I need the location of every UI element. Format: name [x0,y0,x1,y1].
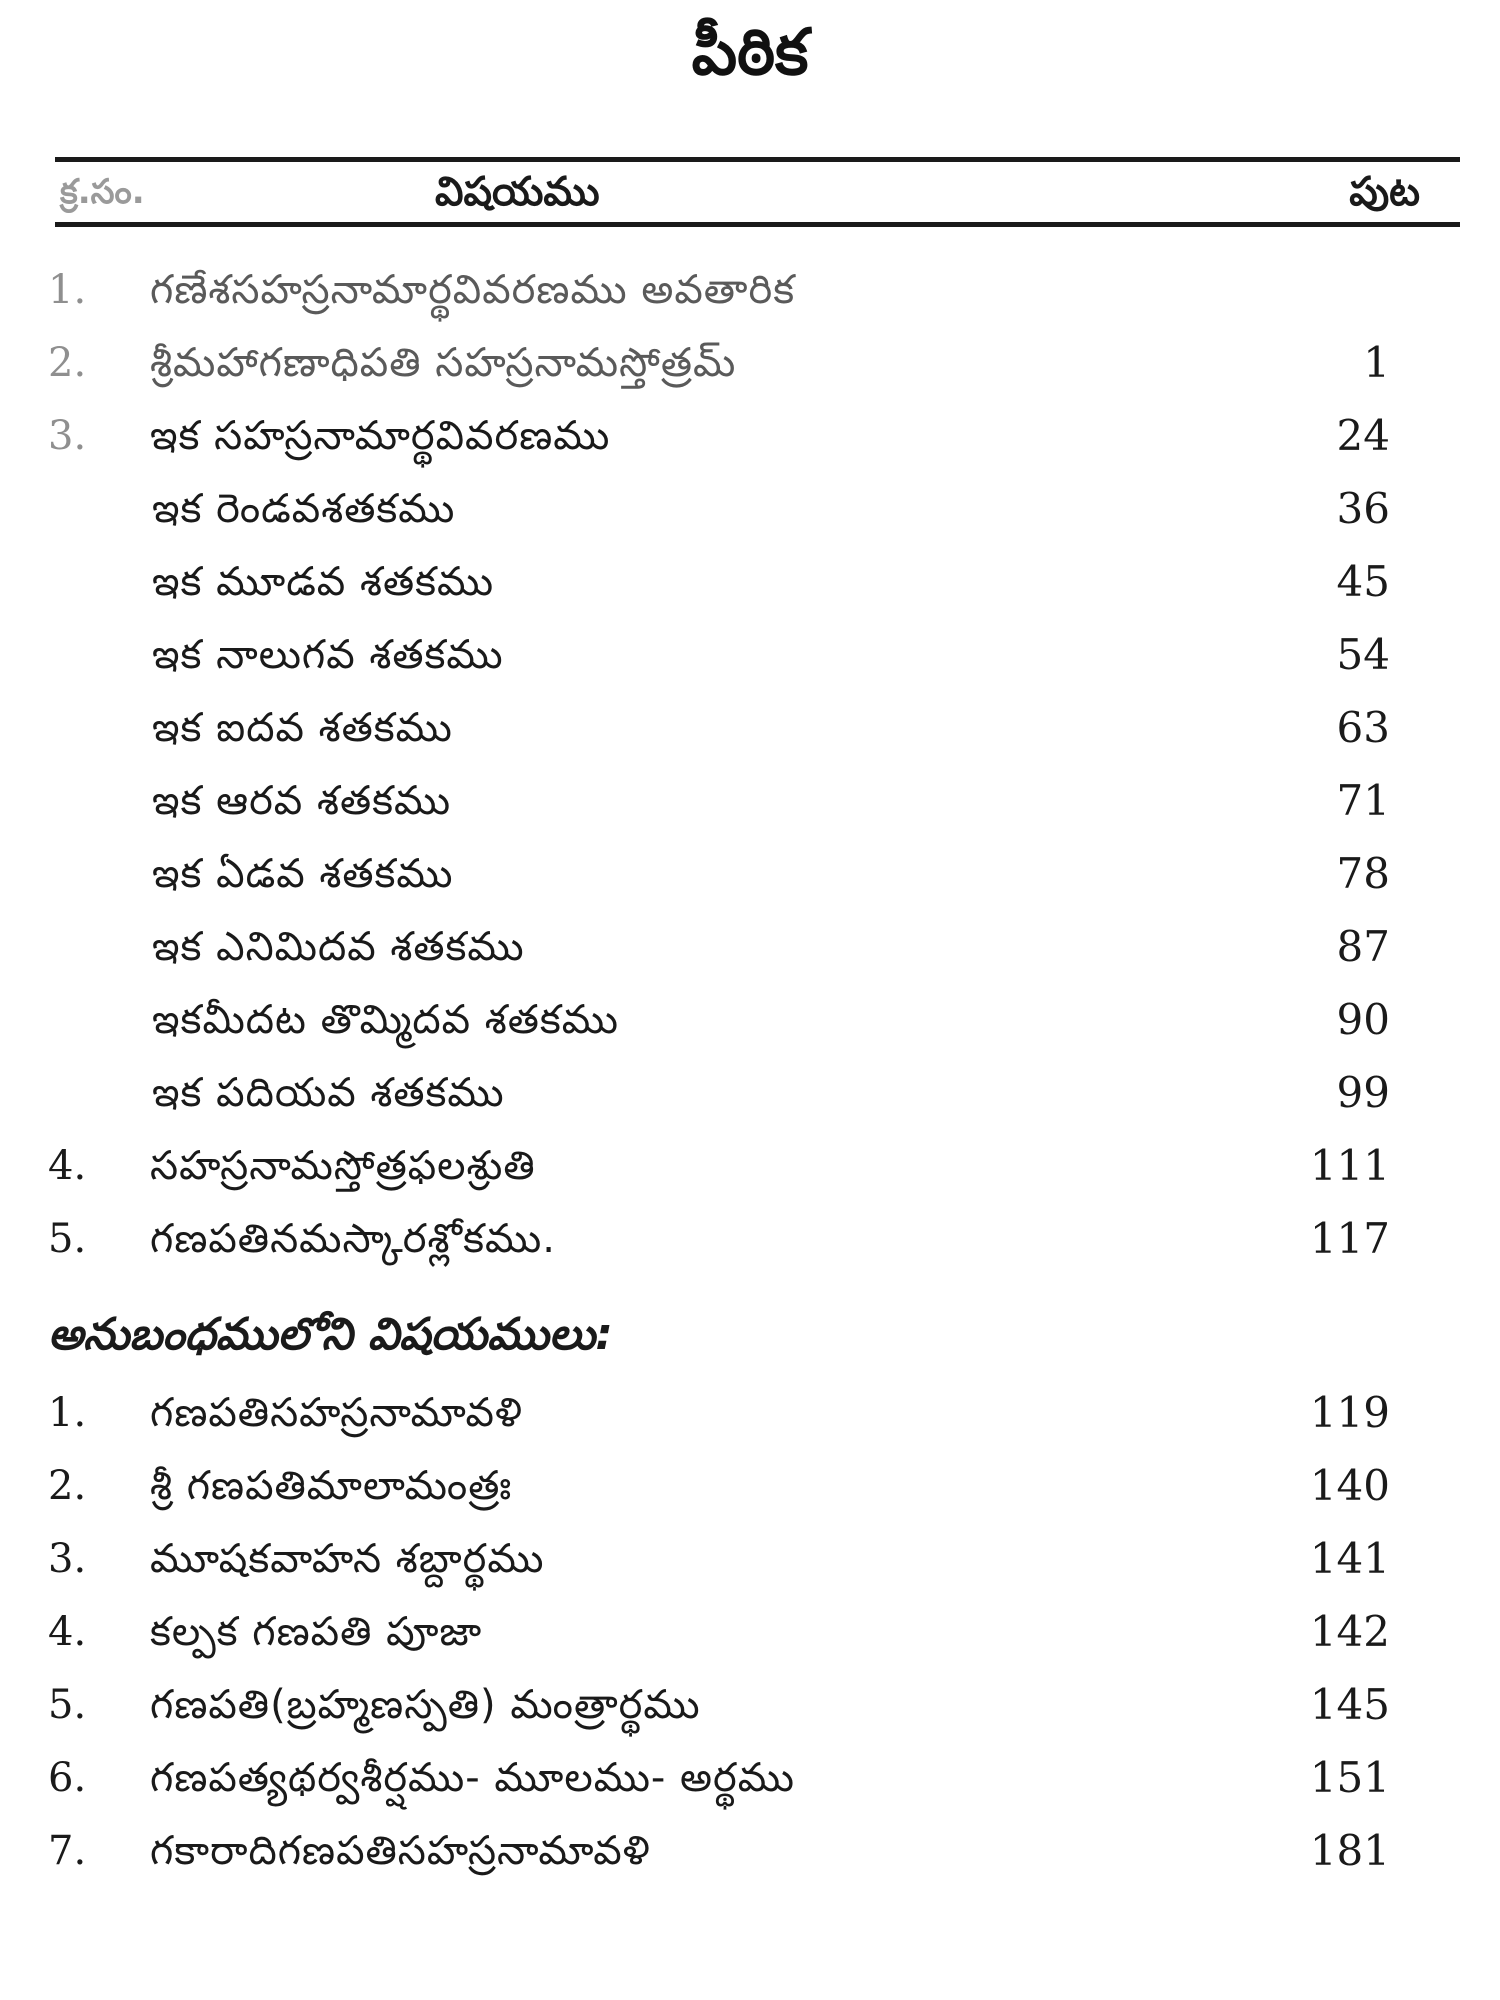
row-page: 90 [1336,995,1390,1044]
row-number: 3. [48,413,87,459]
appendix-row [0,1669,1500,1741]
appendix-row [0,1377,1500,1449]
contents-row [0,984,1500,1056]
row-subject: గణపతి(బ్రహ్మణస్పతి) మంత్రార్థము [150,1682,701,1728]
row-number: 7. [48,1828,87,1874]
row-number: 4. [48,1609,87,1655]
header-page-column: పుట [1349,169,1420,215]
row-number: 3. [48,1536,87,1582]
header-subject-column: విషయము [435,169,600,215]
appendix-row [0,1450,1500,1522]
row-number: 4. [48,1143,87,1189]
contents-row [0,1130,1500,1202]
row-subject: గణేశసహస్రనామార్థవివరణము అవతారిక [150,267,796,313]
row-subject: మూషకవాహన శబ్దార్థము [150,1536,545,1582]
row-page: 111 [1309,1141,1390,1190]
row-page: 45 [1336,557,1390,606]
row-subject: సహస్రనామస్తోత్రఫలశ్రుతి [150,1143,536,1189]
row-page: 141 [1309,1534,1390,1583]
row-page: 181 [1309,1826,1390,1875]
row-page: 63 [1336,703,1390,752]
row-page: 140 [1309,1461,1390,1510]
row-page: 87 [1336,922,1390,971]
row-subject: ఇక మూడవ శతకము [152,559,495,605]
row-page: 54 [1336,630,1390,679]
appendix-row [0,1742,1500,1814]
row-page: 117 [1309,1214,1390,1263]
contents-row [0,400,1500,472]
row-subject: శ్రీ గణపతిమాలామంత్రః [150,1463,513,1509]
contents-row [0,619,1500,691]
row-page: 36 [1336,484,1390,533]
row-subject: ఇక రెండవశతకము [152,486,456,532]
row-page: 24 [1336,411,1390,460]
row-subject: గణపతిసహస్రనామావళి [150,1390,523,1436]
row-subject: గణపత్యథర్వశీర్షము- మూలము- అర్థము [150,1755,795,1801]
appendix-row [0,1815,1500,1887]
contents-row [0,327,1500,399]
row-page: 145 [1309,1680,1390,1729]
contents-row [0,546,1500,618]
appendix-row [0,1596,1500,1668]
row-page: 1 [1363,338,1390,387]
row-number: 2. [48,1463,87,1509]
header-number-column: క్ర.సం. [60,172,145,212]
appendix-row [0,1523,1500,1595]
contents-row [0,1057,1500,1129]
row-page: 99 [1336,1068,1390,1117]
appendix-heading: అనుబంధములోని విషయములు: [48,1309,613,1360]
row-subject: ఇక ఏడవ శతకము [152,851,454,897]
row-subject: ఇకమీదట తొమ్మిదవ శతకము [152,997,619,1043]
contents-row [0,838,1500,910]
row-subject: ఇక సహస్రనామార్థవివరణము [150,413,611,459]
row-subject: గకారాదిగణపతిసహస్రనామావళి [150,1828,651,1874]
row-page: 151 [1309,1753,1390,1802]
header-bottom-rule [55,222,1460,227]
contents-row [0,911,1500,983]
contents-row [0,1203,1500,1275]
row-page: 78 [1336,849,1390,898]
row-subject: ఇక నాలుగవ శతకము [152,632,504,678]
row-subject: శ్రీమహాగణాధిపతి సహస్రనామస్తోత్రమ్ [150,340,737,386]
row-subject: ఇక ఆరవ శతకము [152,778,452,824]
row-subject: ఇక ఐదవ శతకము [152,705,453,751]
row-number: 2. [48,340,87,386]
row-number: 5. [48,1682,87,1728]
row-number: 6. [48,1755,87,1801]
page-title: పీఠిక [691,16,809,90]
row-page: 142 [1309,1607,1390,1656]
row-subject: కల్పక గణపతి పూజా [150,1609,483,1655]
row-page: 119 [1309,1388,1390,1437]
contents-row [0,692,1500,764]
contents-row [0,254,1500,326]
contents-row [0,765,1500,837]
row-subject: ఇక ఎనిమిదవ శతకము [152,924,525,970]
row-page: 71 [1336,776,1390,825]
row-number: 1. [48,1390,87,1436]
row-number: 5. [48,1216,87,1262]
row-number: 1. [48,267,87,313]
row-subject: ఇక పదియవ శతకము [152,1070,505,1116]
contents-row [0,473,1500,545]
row-subject: గణపతినమస్కారశ్లోకము. [150,1216,556,1262]
